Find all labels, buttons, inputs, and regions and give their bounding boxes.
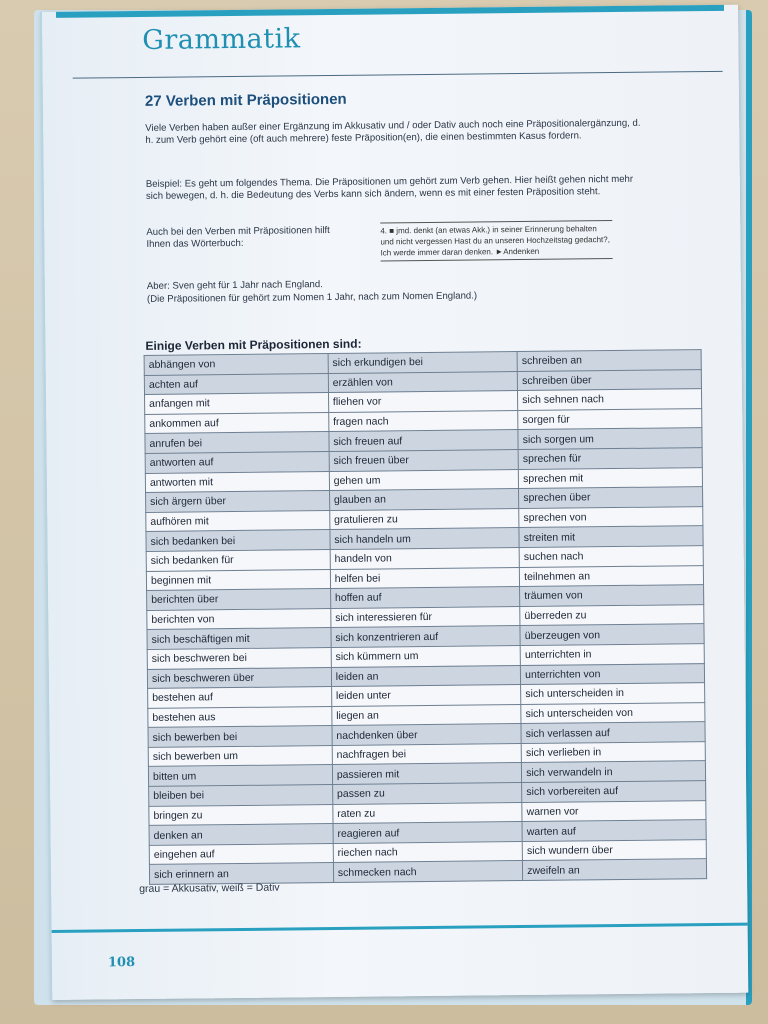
verb-cell: sich interessieren für bbox=[331, 606, 521, 628]
verb-cell: unterrichten von bbox=[521, 663, 705, 685]
verb-cell: sich verlassen auf bbox=[521, 722, 705, 744]
verb-cell: berichten von bbox=[147, 608, 331, 630]
verb-cell: glauben an bbox=[329, 489, 519, 511]
verb-cell: aufhören mit bbox=[146, 510, 330, 532]
verb-cell: träumen von bbox=[520, 585, 704, 607]
verb-cell: sich kümmern um bbox=[331, 645, 521, 667]
verb-cell: unterrichten in bbox=[520, 644, 704, 666]
verb-cell: sich verlieben in bbox=[521, 741, 705, 763]
verb-cell: sich freuen auf bbox=[329, 430, 519, 452]
verb-cell: passieren mit bbox=[332, 763, 522, 785]
verb-cell: zweifeln an bbox=[523, 859, 707, 881]
but-explanation: (Die Präpositionen für gehört zum Nomen 1 Jahr, nach zum Nomen England.) bbox=[146, 290, 478, 305]
verb-cell: sich vorbereiten auf bbox=[522, 781, 706, 803]
verb-cell: sich konzentrieren auf bbox=[331, 626, 521, 648]
verb-cell: warnen vor bbox=[522, 800, 706, 822]
verb-cell: raten zu bbox=[333, 802, 523, 824]
verb-cell: nachfragen bei bbox=[332, 743, 522, 765]
verb-cell: fliehen vor bbox=[328, 391, 518, 413]
verb-cell: bestehen auf bbox=[148, 687, 332, 709]
verb-cell: sich unterscheiden von bbox=[521, 702, 705, 724]
verb-cell: abhängen von bbox=[144, 354, 328, 376]
footer-divider bbox=[52, 923, 748, 933]
verb-cell: sprechen von bbox=[519, 506, 703, 528]
verb-cell: nachdenken über bbox=[332, 724, 522, 746]
verb-cell: überzeugen von bbox=[520, 624, 704, 646]
verb-cell: sich verwandeln in bbox=[522, 761, 706, 783]
verb-cell: beginnen mit bbox=[146, 569, 330, 591]
verb-cell: schmecken nach bbox=[333, 861, 523, 883]
verb-cell: antworten auf bbox=[145, 451, 329, 473]
verb-cell: riechen nach bbox=[333, 841, 523, 863]
verb-cell: bleiben bei bbox=[149, 785, 333, 807]
table-title: Einige Verben mit Präpositionen sind: bbox=[145, 336, 362, 353]
verb-cell: sich unterscheiden in bbox=[521, 683, 705, 705]
verb-cell: helfen bei bbox=[330, 567, 520, 589]
verb-cell: sprechen für bbox=[518, 448, 702, 470]
verb-cell: überreden zu bbox=[520, 604, 704, 626]
verb-cell: sich sorgen um bbox=[518, 428, 702, 450]
verb-cell: schreiben über bbox=[517, 369, 701, 391]
dictionary-hint: Auch bei den Verben mit Präpositionen hilft Ihnen das Wörterbuch: bbox=[146, 224, 330, 250]
verb-cell: anfangen mit bbox=[145, 393, 329, 415]
verb-cell: denken an bbox=[149, 824, 333, 846]
intro-paragraph: Viele Verben haben außer einer Ergänzung im Akkusativ und / oder Dativ auch noch eine Präpositionalergänzung, d. h. zum Verb gehört eine (oft auch mehrere) feste Präposition(en), die einen bestimmten Kasus fordern. bbox=[145, 117, 641, 146]
book-page bbox=[42, 5, 748, 1000]
verb-cell: handeln von bbox=[330, 547, 520, 569]
verb-cell: leiden an bbox=[331, 665, 521, 687]
verb-cell: sorgen für bbox=[518, 408, 702, 430]
verb-cell: sich erkundigen bei bbox=[328, 352, 518, 374]
verb-cell: sprechen mit bbox=[518, 467, 702, 489]
verb-cell: sich sehnen nach bbox=[518, 389, 702, 411]
verb-cell: achten auf bbox=[144, 373, 328, 395]
page-number: 108 bbox=[107, 955, 136, 971]
verb-cell: suchen nach bbox=[519, 546, 703, 568]
table-legend: grau = Akkusativ, weiß = Dativ bbox=[139, 881, 280, 896]
verb-cell: erzählen von bbox=[328, 371, 518, 393]
verb-cell: bringen zu bbox=[149, 804, 333, 826]
header-accent-bar bbox=[56, 5, 724, 18]
verb-cell: sich wundern über bbox=[522, 839, 706, 861]
verb-cell: bitten um bbox=[148, 765, 332, 787]
verb-cell: sich freuen über bbox=[329, 450, 519, 472]
verb-cell: gehen um bbox=[329, 469, 519, 491]
verb-cell: reagieren auf bbox=[333, 822, 523, 844]
verb-cell: berichten über bbox=[147, 589, 331, 611]
verb-cell: streiten mit bbox=[519, 526, 703, 548]
verb-table bbox=[144, 349, 708, 885]
verb-cell: sich bewerben um bbox=[148, 745, 332, 767]
verb-cell: eingehen auf bbox=[149, 843, 333, 865]
verb-cell: liegen an bbox=[332, 704, 522, 726]
verb-cell: ankommen auf bbox=[145, 412, 329, 434]
verb-cell: sich bewerben bei bbox=[148, 726, 332, 748]
verb-cell: sprechen über bbox=[519, 487, 703, 509]
verb-cell: sich beschweren bei bbox=[147, 647, 331, 669]
verb-cell: gratulieren zu bbox=[330, 508, 520, 530]
verb-cell: passen zu bbox=[332, 783, 522, 805]
verb-cell: warten auf bbox=[522, 820, 706, 842]
chapter-header: Grammatik bbox=[142, 23, 301, 56]
verb-cell: hoffen auf bbox=[330, 587, 520, 609]
verb-cell: bestehen aus bbox=[148, 706, 332, 728]
verb-cell: sich bedanken für bbox=[146, 549, 330, 571]
verb-cell: antworten mit bbox=[145, 471, 329, 493]
example-paragraph: Beispiel: Es geht um folgendes Thema. Die Präpositionen um gehört zum Verb gehen. Hier heißt gehen nicht mehr sich bewegen, d. h. die Bedeutung des Verbs kann sich ändern, wenn es mit einer festen Präposition steht. bbox=[145, 173, 634, 202]
verb-cell: sich erinnern an bbox=[149, 863, 333, 885]
verb-cell: schreiben an bbox=[517, 350, 701, 372]
dictionary-note: 4. ■ jmd. denkt (an etwas Akk.) in seiner Erinnerung behalten und nicht vergessen Hast du an unseren Hochzeitstag gedacht?, Ich werde immer daran denken. ►Andenken bbox=[380, 220, 612, 261]
verb-cell: teilnehmen an bbox=[520, 565, 704, 587]
verb-cell: sich ärgern über bbox=[146, 491, 330, 513]
verb-cell: sich handeln um bbox=[330, 528, 520, 550]
verb-cell: sich bedanken bei bbox=[146, 530, 330, 552]
verb-cell: anrufen bei bbox=[145, 432, 329, 454]
verb-cell: fragen nach bbox=[329, 410, 519, 432]
header-divider bbox=[73, 71, 723, 79]
verb-cell: sich beschweren über bbox=[147, 667, 331, 689]
section-title: 27 Verben mit Präpositionen bbox=[144, 90, 347, 110]
but-example: Aber: Sven geht für 1 Jahr nach England. bbox=[146, 279, 323, 292]
verb-cell: sich beschäftigen mit bbox=[147, 628, 331, 650]
verb-cell: leiden unter bbox=[331, 685, 521, 707]
